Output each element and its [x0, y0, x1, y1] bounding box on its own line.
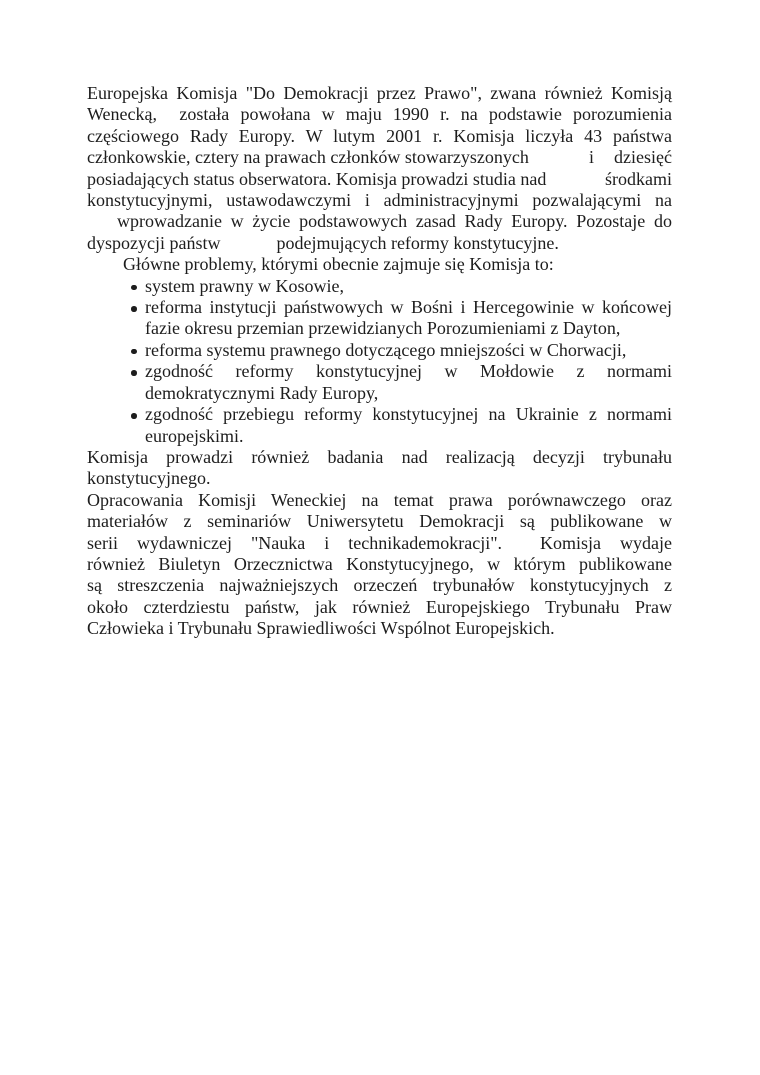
bullet-dot-icon [131, 349, 137, 355]
text-line: serii wydawniczej "Nauka i technikademokracji". Komisja wydaje [87, 532, 672, 553]
text-line [87, 147, 672, 168]
text-line: materiałów z seminariów Uniwersytetu Demokracji są publikowane w [87, 511, 672, 532]
text-segment: środkami [605, 168, 672, 189]
text-line: konstytucyjnego. [87, 468, 211, 489]
paragraph-3 [87, 447, 672, 490]
list-item-text [145, 297, 672, 340]
text-line: demokratycznymi Rady Europy, [145, 382, 379, 403]
paragraph-2 [87, 254, 672, 275]
bullet-dot-icon [131, 413, 137, 419]
text-line: reforma instytucji państwowych w Bośni i Hercegowinie w końcowej [145, 297, 672, 318]
bullet-icon [131, 297, 145, 340]
paragraph-4 [87, 490, 672, 640]
text-line: około czterdziestu państw, jak również Europejskiego Trybunału Praw [87, 596, 672, 617]
list-item [87, 404, 672, 447]
list-item [87, 340, 672, 361]
text-line: zgodność reformy konstytucyjnej w Mołdowie z normami [145, 361, 672, 382]
bullet-icon [131, 361, 145, 404]
bullet-icon [131, 404, 145, 447]
list-item [87, 361, 672, 404]
text-line: reforma systemu prawnego dotyczącego mniejszości w Chorwacji, [145, 339, 627, 360]
bullet-dot-icon [131, 370, 137, 376]
paragraph-1 [87, 83, 672, 254]
text-line: Europejska Komisja "Do Demokracji przez Prawo", zwana również Komisją [87, 83, 672, 103]
text-line: są streszczenia najważniejszych orzeczeń trybunałów konstytucyjnych z [87, 575, 672, 596]
text-segment: i [588, 147, 594, 168]
bullet-dot-icon [131, 285, 137, 291]
text-line: zgodność przebiegu reformy konstytucyjnej na Ukrainie z normami [145, 404, 672, 425]
tab-space [529, 147, 589, 168]
text-segment: członkowskie, cztery na prawach członków stowarzyszonych [87, 147, 529, 168]
bullet-list [87, 276, 672, 447]
text-segment: dziesięć [614, 147, 672, 168]
text-segment: posiadających status obserwatora. Komisja prowadzi studia nad [87, 168, 547, 189]
text-line: europejskimi. [145, 425, 244, 446]
text-line: Opracowania Komisji Weneckiej na temat prawa porównawczego oraz [87, 489, 672, 510]
text-line [87, 233, 672, 254]
text-segment: podejmujących reformy konstytucyjne. [276, 232, 559, 253]
text-line: konstytucyjnymi, ustawodawczymi i administracyjnymi pozwalającymi na [87, 190, 672, 211]
bullet-dot-icon [131, 306, 137, 312]
list-item-text [145, 361, 672, 404]
text-line: Człowieka i Trybunału Sprawiedliwości Wspólnot Europejskich. [87, 618, 555, 639]
document-text [87, 83, 672, 640]
text-line: Wenecką, została powołana w maju 1990 r. na podstawie porozumienia [87, 104, 672, 125]
text-line: Główne problemy, którymi obecnie zajmuje się Komisja to: [123, 254, 554, 275]
list-item-text [145, 340, 672, 361]
text-line: również Biuletyn Orzecznictwa Konstytucyjnego, w którym publikowane [87, 553, 672, 574]
bullet-icon [131, 340, 145, 361]
list-item-text [145, 404, 672, 447]
bullet-icon [131, 276, 145, 297]
text-segment: dyspozycji państw [87, 232, 221, 253]
text-line: system prawny w Kosowie, [145, 275, 344, 296]
tab-space [546, 169, 605, 190]
list-item [87, 276, 672, 297]
text-line: częściowego Rady Europy. W lutym 2001 r. Komisja liczyła 43 państwa [87, 125, 672, 146]
text-line: wprowadzanie w życie podstawowych zasad Rady Europy. Pozostaje do [117, 211, 672, 232]
list-item-text [145, 276, 672, 297]
list-item [87, 297, 672, 340]
text-line [87, 169, 672, 190]
tab-space [594, 147, 614, 168]
text-line: fazie okresu przemian przewidzianych Porozumieniami z Dayton, [145, 318, 621, 339]
text-line: Komisja prowadzi również badania nad realizacją decyzji trybunału [87, 446, 672, 467]
